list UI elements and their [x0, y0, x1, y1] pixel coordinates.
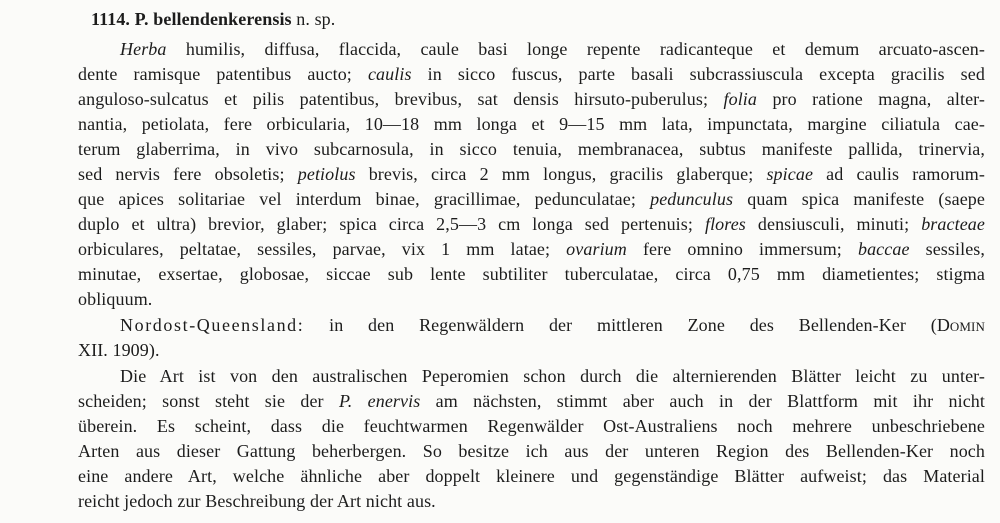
description-line-9: orbiculares, peltatae, sessiles, parvae, vix 1 mm latae; ovarium fere omnino immersum; baccae sessiles,	[78, 239, 986, 259]
discussion-line-3: überein. Es scheint, dass die feuchtwarmen Regenwälder Ost-Australiens noch mehrere unbeschriebene	[78, 416, 985, 436]
collector-name: Domin	[936, 315, 985, 335]
description-line-3: anguloso-sulcatus et pilis patentibus, brevibus, sat densis hirsuto-puberulus; folia pro ratione magna, alter-	[78, 89, 986, 109]
description-line-11: obliquum.	[78, 289, 153, 309]
species-heading	[91, 7, 335, 31]
description-line-1: Herba humilis, diffusa, flaccida, caule basi longe repente radicanteque et demum arcuato-ascen-	[120, 39, 985, 59]
description-line-8: duplo et ultra) brevior, glaber; spica circa 2,5—3 cm longa sed pertenuis; flores densiusculi, minuti; bracteae	[78, 214, 985, 234]
description-line-10: minutae, exsertae, globosae, siccae sub lente subtiliter tuberculatae, circa 0,75 mm diametientes; stigma	[78, 264, 985, 284]
description-line-2: dente ramisque patentibus aucto; caulis in sicco fuscus, parte basali subcrassiuscula excepta gracilis sed	[78, 64, 985, 84]
species-status: n. sp.	[296, 9, 336, 29]
discussion-line-5: eine andere Art, welche ähnliche aber doppelt kleinere und gegenständige Blätter aufweist; das Material	[78, 466, 985, 486]
discussion-line-4: Arten aus dieser Gattung beherbergen. So besitze ich aus der unteren Region des Bellenden-Ker noch	[78, 441, 985, 461]
locality-line-2	[78, 338, 160, 362]
locality-region: Nordost-Queensland:	[120, 315, 305, 335]
description-line-4: nantia, petiolata, fere orbicularia, 10—18 mm longa et 9—15 mm lata, impunctata, margine ciliatula cae-	[78, 114, 985, 134]
discussion-line-2: scheiden; sonst steht sie der P. enervis am nächsten, stimmt aber auch in der Blattform mit ihr nicht	[78, 391, 986, 411]
description-line-6: sed nervis fere obsoletis; petiolus brevis, circa 2 mm longus, gracilis glaberque; spicae ad caulis ramorum-	[78, 164, 985, 184]
discussion-line-6: reicht jedoch zur Beschreibung der Art nicht aus.	[78, 491, 436, 511]
species-number-name: 1114. P. bellendenkerensis	[91, 9, 292, 29]
description-line-7: que apices solitariae vel interdum binae, gracillimae, pedunculatae; pedunculus quam spica manifeste (saepe	[78, 189, 985, 209]
locality-line-1	[120, 313, 985, 337]
locality-date: XII. 1909).	[78, 340, 160, 360]
discussion-line-1: Die Art ist von den australischen Peperomien schon durch die alternierenden Blätter leicht zu unter-	[120, 366, 985, 386]
description-line-5: terum glaberrima, in vivo subcarnosula, in sicco tenuia, membranacea, subtus manifeste pallida, trinervia,	[78, 139, 985, 159]
locality-text: in den Regenwäldern der mittleren Zone des Bellenden-Ker (	[329, 315, 937, 335]
